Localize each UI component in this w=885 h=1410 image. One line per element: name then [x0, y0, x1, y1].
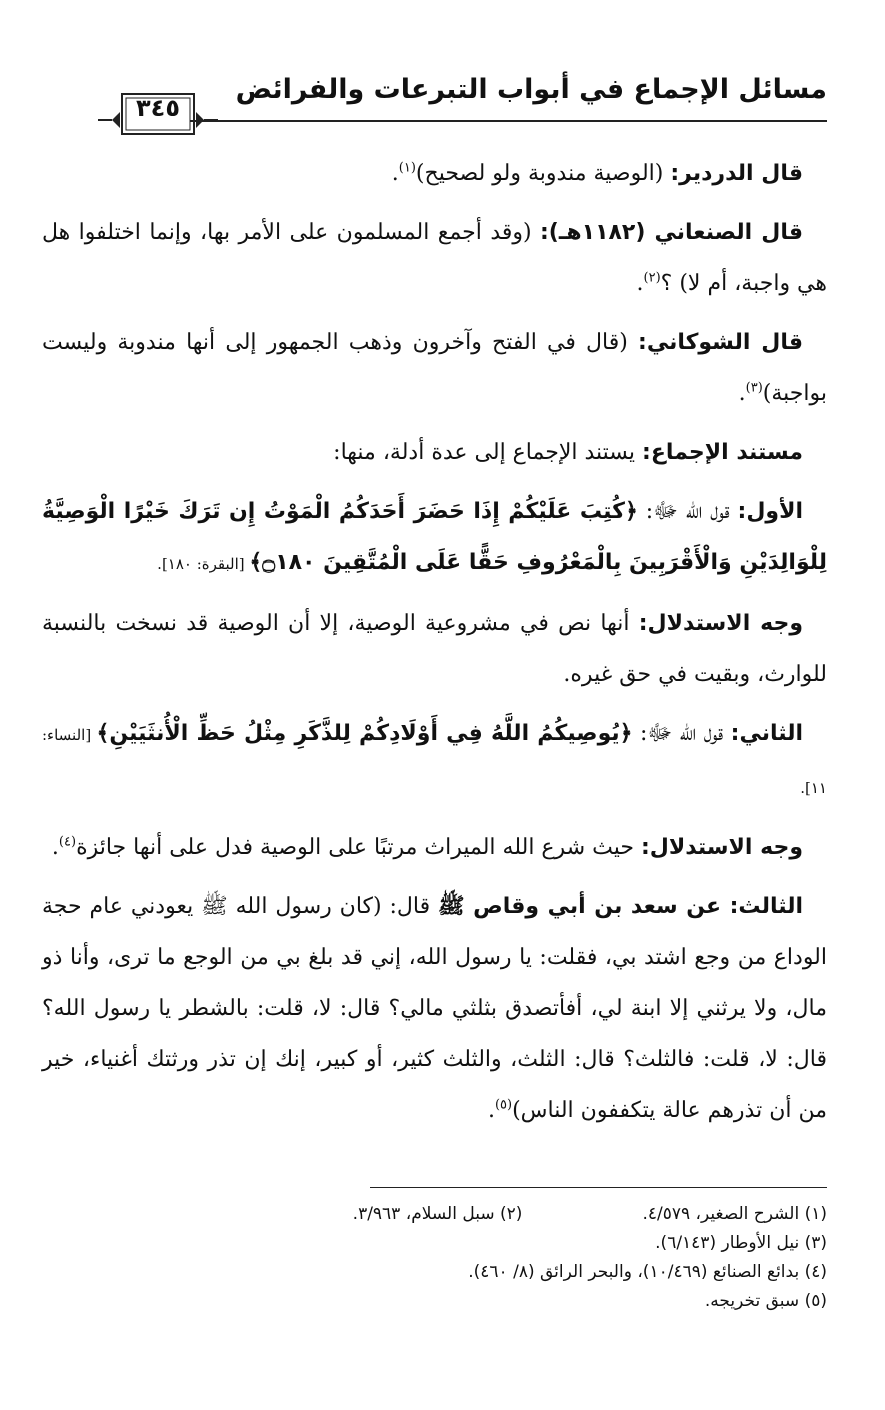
paragraph-end: .	[391, 161, 399, 186]
paragraph-lead: الثالث: عن سعد بن أبي وقاص ﷺ	[438, 894, 804, 919]
footnote-row	[120, 1200, 827, 1229]
paragraph-end: .	[738, 381, 746, 406]
quran-verse: ﴿يُوصِيكُمُ اللَّهُ فِي أَوْلَادِكُمْ لِلذَّكَرِ مِثْلُ حَظِّ الْأُنثَيَيْنِ﴾	[96, 721, 633, 746]
page-header	[40, 70, 827, 130]
paragraph-inference-1	[42, 598, 827, 700]
footnote-3: (٣) نيل الأوطار (٦/١٤٣).	[655, 1233, 827, 1253]
page-number: ٣٤٥	[136, 94, 180, 122]
footnote-2: (٢) سبل السلام، ٣/٩٦٣.	[352, 1204, 523, 1224]
footnote-marker[interactable]: (١)	[398, 160, 416, 176]
paragraph-first-evidence	[42, 486, 827, 590]
footnote-marker[interactable]: (٥)	[494, 1097, 513, 1113]
paragraph-text: (وقد أجمع المسلمون على الأمر بها، وإنما اختلفوا هل هي واجبة، أم لا) ؟	[42, 220, 827, 296]
paragraph-text: قال: (كان رسول الله ﷺ يعودني عام حجة الوداع من وجع اشتد بي، فقلت: يا رسول الله، إني قد بلغ بي من الوجع ما ترى، وأنا ذو مال، ولا يرثني إلا ابنة لي، أفأتصدق بثلثي مالي؟ قال: لا، قلت: بالشطر يا رسول الله؟ قال: لا، قلت: فالثلث؟ قال: الثلث، والثلث كثير، أو كبير، إنك إن تذر ورثتك أغنياء، خير من أن تذرهم عالة يتكففون الناس)	[42, 894, 827, 1123]
paragraph-lead: وجه الاستدلال:	[638, 611, 803, 636]
paragraph-lead: الأول:	[737, 499, 804, 524]
paragraph-text: أنها نص في مشروعية الوصية، إلا أن الوصية قد نسخت بالنسبة للوارث، وبقيت في حق غيره.	[42, 611, 827, 687]
paragraph-text: قول الله ﷻ:	[637, 499, 738, 524]
paragraph-text: حيث شرع الله الميراث مرتبًا على الوصية فدل على أنها جائزة	[76, 835, 641, 860]
paragraph-third-evidence	[42, 881, 827, 1136]
page-number-ornament	[98, 86, 218, 136]
footnote-marker[interactable]: (٤)	[58, 834, 77, 850]
footnote-1: (١) الشرح الصغير، ٤/٥٧٩.	[642, 1204, 827, 1224]
paragraph-end: .	[636, 271, 644, 296]
paragraph-text: قول الله ﷻ:	[632, 721, 731, 746]
paragraph-lead: قال الصنعاني (١١٨٢هـ):	[540, 220, 803, 245]
paragraph-text: (قال في الفتح وآخرون وذهب الجمهور إلى أنها مندوبة وليست بواجبة)	[42, 330, 827, 406]
paragraph-dardir	[42, 148, 827, 199]
paragraph-shawkani	[42, 317, 827, 419]
main-text	[42, 148, 827, 1144]
paragraph-lead: قال الشوكاني:	[638, 330, 803, 355]
footnote-5: (٥) سبق تخريجه.	[704, 1291, 827, 1311]
verse-reference: [النساء: ١١].	[42, 726, 827, 797]
paragraph-sanani	[42, 207, 827, 309]
verse-reference: [البقرة: ١٨٠].	[157, 555, 250, 573]
paragraph-lead: وجه الاستدلال:	[640, 835, 803, 860]
quran-verse: ﴿كُتِبَ عَلَيْكُمْ إِذَا حَضَرَ أَحَدَكُمُ الْمَوْتُ إِن تَرَكَ خَيْرًا الْوَصِيَّةُ لِلْوَالِدَيْنِ وَالْأَقْرَبِينَ بِالْمَعْرُوفِ حَقًّا عَلَى الْمُتَّقِينَ ۝١٨٠﴾	[42, 499, 827, 575]
paragraph-basis	[42, 427, 827, 478]
footnote-marker[interactable]: (٢)	[643, 270, 661, 286]
footnote-separator	[370, 1187, 827, 1188]
paragraph-text: يستند الإجماع إلى عدة أدلة، منها:	[333, 440, 643, 465]
footnote-4: (٤) بدائع الصنائع (١٠/٤٦٩)، والبحر الرائق (٨/ ٤٦٠).	[468, 1262, 827, 1282]
paragraph-end: .	[51, 835, 59, 860]
footnotes	[120, 1200, 827, 1316]
paragraph-lead: مستند الإجماع:	[642, 440, 803, 465]
paragraph-inference-2	[42, 822, 827, 873]
paragraph-lead: الثاني:	[730, 721, 803, 746]
paragraph-text: (الوصية مندوبة ولو لصحيح)	[415, 161, 671, 186]
paragraph-end: .	[487, 1098, 495, 1123]
paragraph-lead: قال الدردير:	[670, 161, 803, 186]
paragraph-second-evidence	[42, 708, 827, 814]
header-rule	[190, 120, 827, 122]
footnote-marker[interactable]: (٣)	[745, 380, 763, 396]
running-title: مسائل الإجماع في أبواب التبرعات والفرائض	[235, 74, 827, 105]
